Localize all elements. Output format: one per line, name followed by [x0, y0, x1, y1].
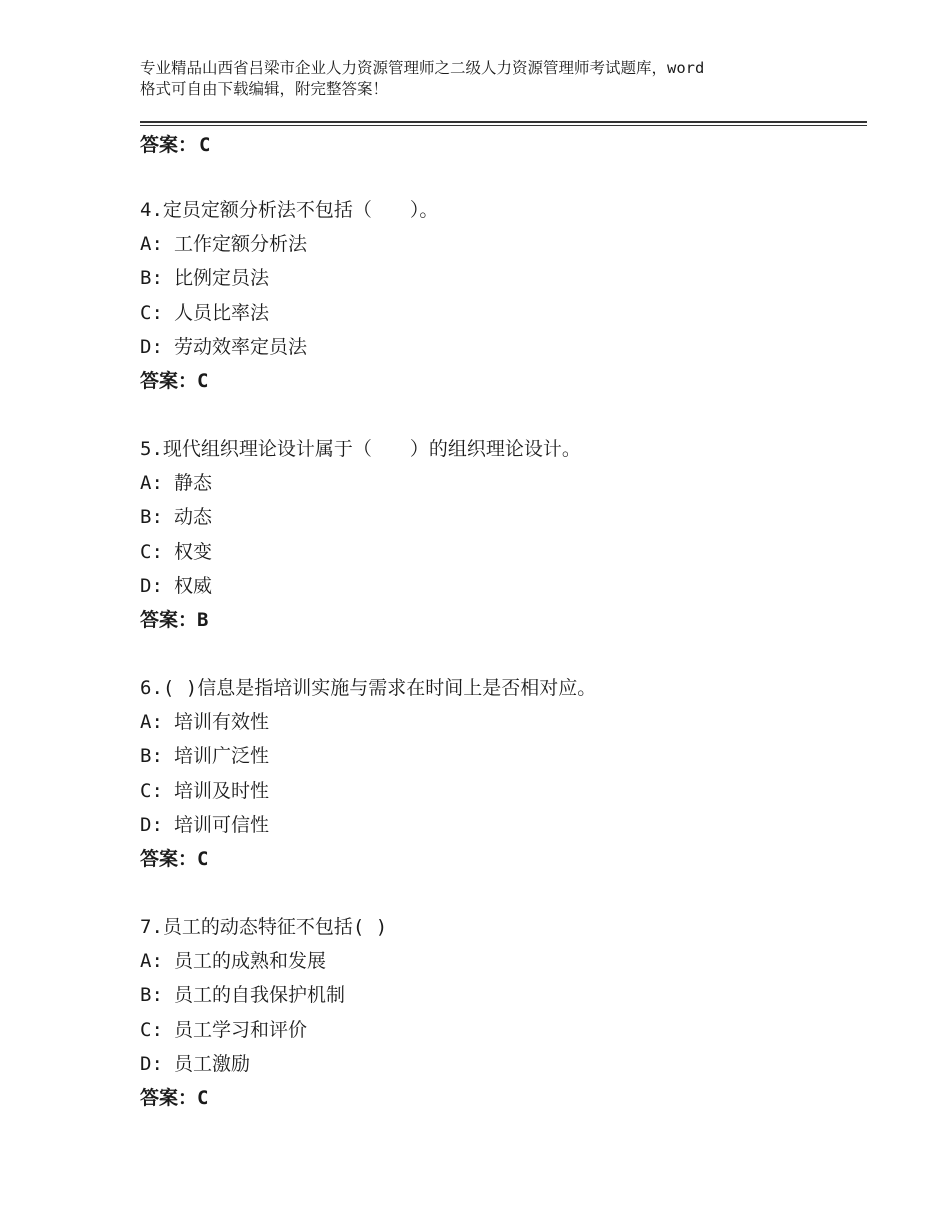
answer-line — [140, 1085, 387, 1119]
option-text: 员工激励 — [174, 1052, 251, 1075]
question-block — [140, 436, 581, 641]
question-stem: 4.定员定额分析法不包括（ ）。 — [140, 199, 439, 221]
option-key: B: — [140, 506, 163, 529]
option-text: 培训广泛性 — [174, 745, 270, 768]
answer-line — [140, 846, 596, 880]
option-d — [140, 573, 581, 607]
answer-label: 答案： — [140, 609, 198, 632]
option-text: 培训可信性 — [174, 813, 270, 836]
option-c — [140, 300, 438, 334]
option-key: B: — [140, 745, 163, 768]
option-key: B: — [140, 267, 163, 290]
answer-value: C — [199, 134, 211, 156]
option-d — [140, 812, 596, 846]
question-block — [140, 914, 387, 1119]
option-key: D: — [140, 335, 163, 358]
option-text: 员工的成熟和发展 — [174, 950, 327, 972]
option-key: A: — [140, 233, 163, 255]
option-text: 培训及时性 — [174, 779, 270, 802]
option-b — [140, 982, 387, 1016]
option-text: 员工学习和评价 — [174, 1018, 308, 1041]
option-text: 静态 — [174, 472, 213, 494]
header-line-1: 专业精品山西省吕梁市企业人力资源管理师之二级人力资源管理师考试题库，word — [140, 59, 705, 77]
answer-line — [140, 607, 581, 641]
option-a — [140, 709, 596, 743]
answer-label: 答案： — [140, 370, 198, 393]
answer-line — [140, 368, 438, 402]
option-d — [140, 334, 438, 368]
option-key: C: — [140, 540, 163, 563]
answer-value: C — [197, 1087, 209, 1110]
answer-value: C — [197, 370, 209, 393]
option-key: D: — [140, 813, 163, 836]
option-a — [140, 948, 387, 982]
option-key: A: — [140, 711, 163, 733]
question-block — [140, 197, 438, 402]
option-c — [140, 1017, 387, 1051]
option-text: 培训有效性 — [174, 711, 270, 733]
header-divider-thin — [140, 125, 867, 126]
option-text: 人员比率法 — [174, 301, 270, 324]
option-d — [140, 1051, 387, 1085]
option-key: C: — [140, 779, 163, 802]
document-header — [140, 58, 840, 100]
answer-line — [140, 130, 210, 157]
option-text: 权威 — [174, 574, 213, 597]
option-text: 劳动效率定员法 — [174, 335, 308, 358]
option-c — [140, 539, 581, 573]
option-text: 比例定员法 — [174, 267, 270, 290]
option-key: C: — [140, 1018, 163, 1041]
question-stem: 6.( )信息是指培训实施与需求在时间上是否相对应。 — [140, 677, 597, 699]
option-key: A: — [140, 472, 163, 494]
answer-label: 答案： — [140, 134, 198, 156]
option-c — [140, 778, 596, 812]
option-b — [140, 504, 581, 538]
question-block — [140, 675, 596, 880]
header-line-2: 格式可自由下载编辑，附完整答案！ — [140, 80, 389, 98]
option-a — [140, 231, 438, 265]
answer-label: 答案： — [140, 1087, 198, 1110]
option-key: D: — [140, 1052, 163, 1075]
option-text: 工作定额分析法 — [174, 233, 308, 255]
answer-label: 答案： — [140, 848, 198, 871]
option-a — [140, 470, 581, 504]
header-divider — [140, 121, 867, 123]
question-stem: 5.现代组织理论设计属于（ ）的组织理论设计。 — [140, 438, 581, 460]
option-key: B: — [140, 984, 163, 1007]
answer-value: C — [197, 848, 209, 871]
question-stem: 7.员工的动态特征不包括( ) — [140, 916, 388, 938]
option-text: 员工的自我保护机制 — [174, 984, 346, 1007]
option-b — [140, 265, 438, 299]
option-key: C: — [140, 301, 163, 324]
option-text: 动态 — [174, 506, 213, 529]
option-key: A: — [140, 950, 163, 972]
option-b — [140, 743, 596, 777]
answer-value: B — [197, 609, 209, 632]
option-key: D: — [140, 574, 163, 597]
option-text: 权变 — [174, 540, 213, 563]
